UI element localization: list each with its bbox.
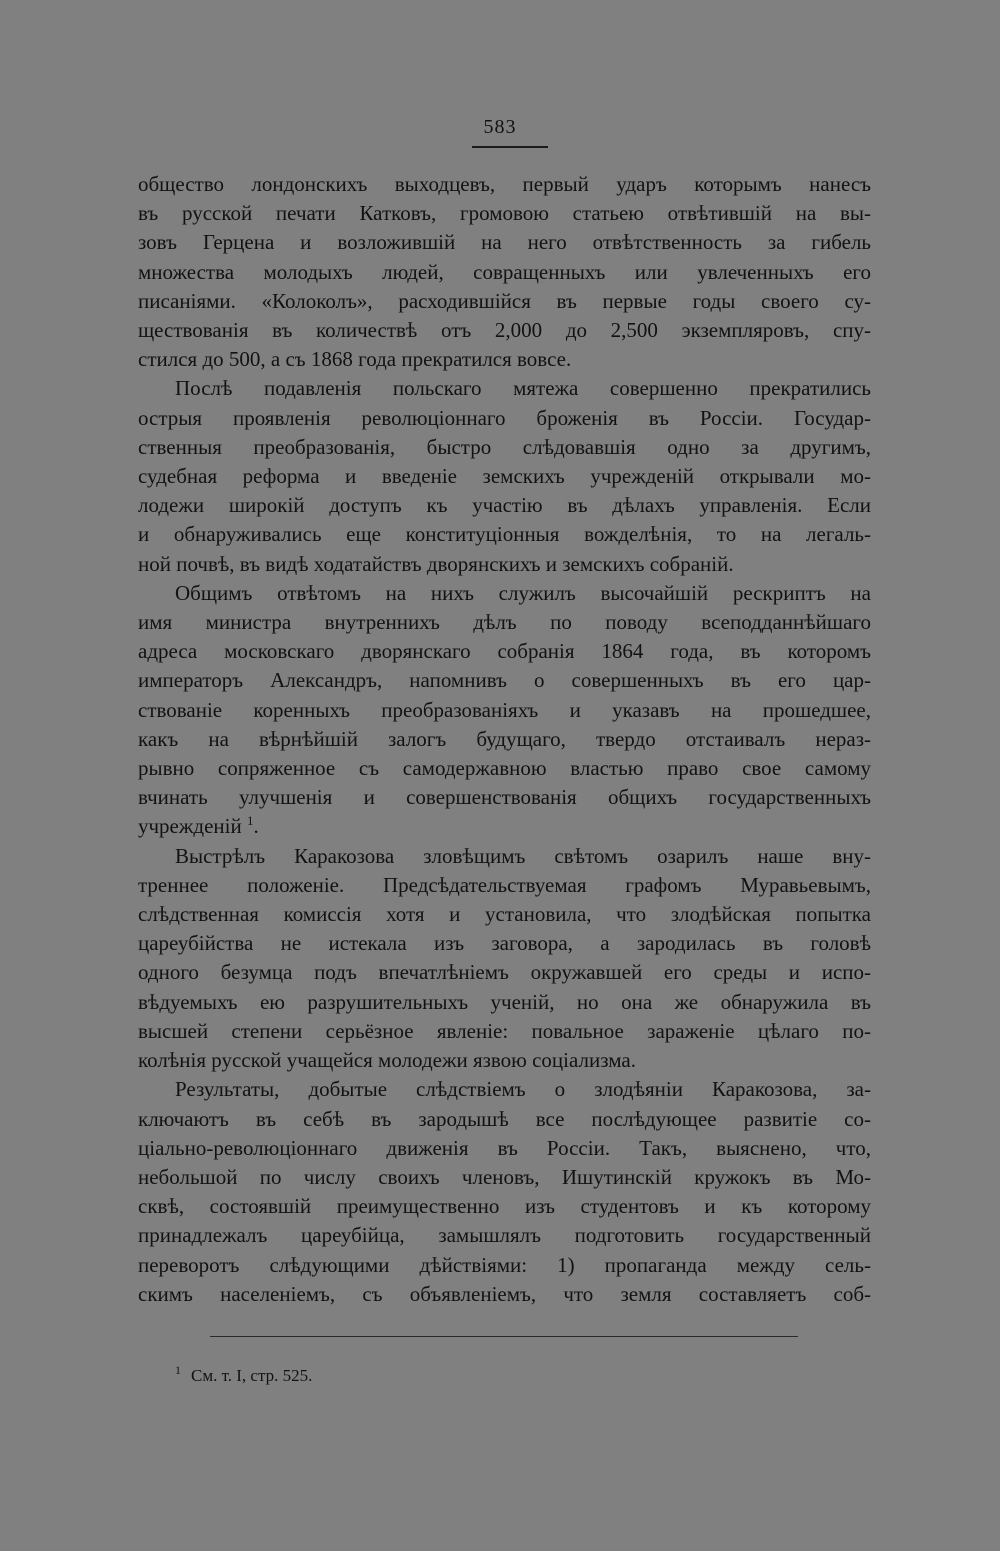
text-line: судебная реформа и введеніе земскихъ учрежденій открывали мо-	[138, 464, 871, 489]
text-line: имя министра внутреннихъ дѣлъ по поводу всеподданнѣйшаго	[138, 610, 871, 635]
paragraph-4	[138, 842, 871, 1076]
text-line: треннее положеніе. Предсѣдательствуемая графомъ Муравьевымъ,	[138, 872, 871, 897]
text-line: колѣнія русской учащейся молодежи язвою соціализма.	[138, 1048, 636, 1073]
text-line: ціально-революціоннаго движенія въ Россіи. Такъ, выяснено, что,	[138, 1135, 871, 1160]
page-number: 583	[483, 116, 517, 138]
footnote-separator	[210, 1336, 798, 1337]
text-line: въ русской печати Катковъ, громовою статьею отвѣтившій на вы-	[138, 201, 871, 226]
text-line: ственныя преобразованія, быстро слѣдовавшія одно за другимъ,	[138, 434, 871, 459]
footnote	[175, 1363, 313, 1386]
text-line: какъ на вѣрнѣйшій залогъ будущаго, твердо отстаивалъ нераз-	[138, 726, 871, 751]
text-line: вѣдуемыхъ ею разрушительныхъ ученій, но она же обнаружила въ	[138, 989, 871, 1014]
paragraph-5	[138, 1075, 871, 1309]
text-line: цареубійства не истекала изъ заговора, а зародилась въ головѣ	[138, 931, 871, 956]
text-line: общество лондонскихъ выходцевъ, первый ударъ которымъ нанесъ	[138, 172, 871, 196]
sentence-end: .	[253, 814, 259, 839]
text-line: одного безумца подъ впечатлѣніемъ окружавшей его среды и испо-	[138, 960, 871, 985]
text-line: и обнаруживались еще конституціонныя вожделѣнія, то на легаль-	[138, 522, 871, 547]
text-line: высшей степени серьёзное явленіе: повальное зараженіе цѣлаго по-	[138, 1018, 871, 1043]
text-line: Выстрѣлъ Каракозова зловѣщимъ свѣтомъ озарилъ наше вну-	[175, 843, 871, 868]
paragraph-1	[138, 170, 871, 374]
paragraph-3	[138, 579, 871, 842]
page-number-underline	[472, 146, 548, 148]
text-line: Результаты, добытые слѣдствіемъ о злодѣяніи Каракозова, за-	[175, 1077, 871, 1102]
text-line: зовъ Герцена и возложившій на него отвѣтственность за гибель	[138, 230, 871, 255]
text-line: учрежденій	[138, 814, 242, 839]
paragraph-2	[138, 374, 871, 578]
text-line: стился до 500, а съ 1868 года прекратился вовсе.	[138, 347, 572, 372]
text-line: слѣдственная комиссія хотя и установила, что злодѣйская попытка	[138, 902, 871, 927]
text-line: принадлежалъ цареубійца, замышлялъ подготовить государственный	[138, 1223, 871, 1248]
footnote-reference[interactable]: 1	[246, 813, 254, 829]
text-line: вчинать улучшенія и совершенствованія общихъ государственныхъ	[138, 785, 871, 810]
text-line: рывно сопряженное съ самодержавною властью право свое самому	[138, 756, 871, 781]
text-line: ществованія въ количествѣ отъ 2,000 до 2,500 экземпляровъ, спу-	[138, 318, 871, 343]
text-line: переворотъ слѣдующими дѣйствіями: 1) пропаганда между сель-	[138, 1252, 871, 1277]
text-line: императоръ Александръ, напомнивъ о совершенныхъ въ его цар-	[138, 668, 871, 693]
text-line: небольшой по числу своихъ членовъ, Ишутинскій кружокъ въ Мо-	[138, 1164, 871, 1189]
body-text	[138, 170, 871, 1309]
text-line: ной почвѣ, въ видѣ ходатайствъ дворянскихъ и земскихъ собраній.	[138, 551, 734, 576]
text-line: скимъ населеніемъ, съ объявленіемъ, что земля составляетъ соб-	[138, 1281, 871, 1306]
text-line: лодежи широкій доступъ къ участію въ дѣлахъ управленія. Если	[138, 493, 871, 518]
text-line-with-footnote	[138, 812, 871, 841]
text-line: ствованіе коренныхъ преобразованіяхъ и указавъ на прошедшее,	[138, 697, 871, 722]
text-line: сквѣ, состоявшій преимущественно изъ студентовъ и къ которому	[138, 1194, 871, 1219]
text-line: писаніями. «Колоколъ», расходившійся въ первые годы своего су-	[138, 288, 871, 313]
text-line: Общимъ отвѣтомъ на нихъ служилъ высочайшій рескриптъ на	[175, 580, 871, 605]
footnote-number: 1	[175, 1363, 181, 1378]
text-line: ключаютъ въ себѣ въ зародышѣ все послѣдующее развитіе со-	[138, 1106, 871, 1131]
text-line: адреса московскаго дворянскаго собранія 1864 года, въ которомъ	[138, 639, 871, 664]
text-line: острыя проявленія революціоннаго броженія въ Россіи. Государ-	[138, 405, 871, 430]
text-line: Послѣ подавленія польскаго мятежа совершенно прекратились	[175, 376, 871, 401]
footnote-text: См. т. I, стр. 525.	[191, 1366, 313, 1385]
text-line: множества молодыхъ людей, совращенныхъ или увлеченныхъ его	[138, 259, 871, 284]
